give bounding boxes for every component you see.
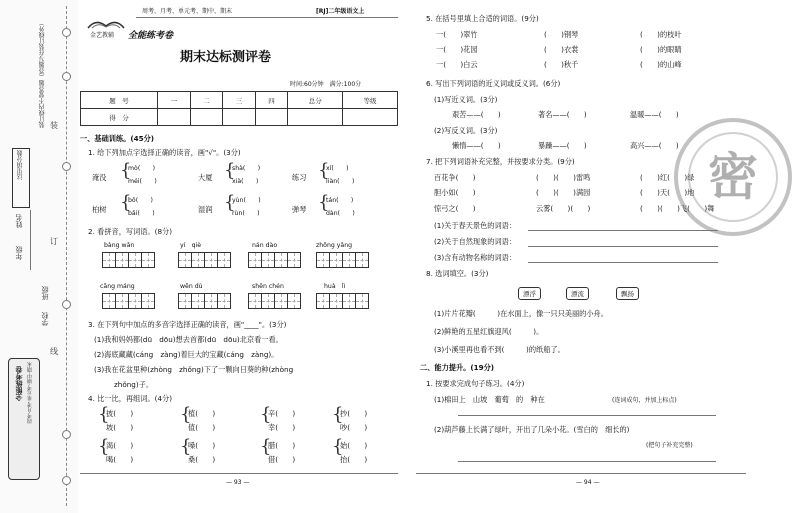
compare-word[interactable]: 借( ) — [268, 455, 296, 464]
stamp-character: 密 — [708, 148, 758, 206]
pinyin-option[interactable]: xí( ) — [326, 165, 349, 172]
footer-rule — [80, 473, 398, 474]
fill-item[interactable]: ( )秋千 — [544, 60, 579, 69]
brand-title: 全能练考卷 — [128, 31, 174, 41]
question-line: (2)葫芦藤上长满了绿叶，开出了几朵小花。(雪白的 细长的) — [434, 425, 630, 434]
fill-item[interactable]: 百花争( ) — [434, 173, 476, 182]
pinyin-option[interactable]: bǒ( ) — [128, 197, 153, 204]
question-text: 7. 把下列词语补充完整，并按要求分类。(9分) — [426, 157, 575, 166]
fill-item[interactable]: ( )( )飞( )舞 — [640, 204, 715, 213]
answer-line[interactable] — [528, 262, 718, 263]
compare-word[interactable]: 吵( ) — [340, 423, 368, 432]
logo-text: 金艺教辅 — [90, 32, 115, 39]
question-text: 8. 选词填空。(3分) — [426, 269, 489, 278]
header-rule — [136, 17, 398, 18]
field-line — [30, 210, 31, 270]
pinyin-option[interactable]: xià( ) — [232, 178, 259, 185]
pinyin-option[interactable]: tán( ) — [326, 197, 354, 204]
fill-item[interactable]: 著名——( ) — [538, 110, 587, 119]
fill-item[interactable]: ( )的眼睛 — [640, 45, 682, 54]
question-line: (3)我在花盆里种(zhòng zhǒng)下了一颗向日葵的种(zhòng — [94, 365, 294, 374]
q1-word: 练习 — [292, 173, 307, 182]
pinyin-option[interactable]: rùn( ) — [232, 210, 260, 217]
score-cell[interactable] — [158, 109, 191, 126]
question-text: 4. 比一比，再组词。(4分) — [88, 394, 173, 403]
brace-icon: { — [332, 436, 344, 457]
sub-question: (1)关于春天景色的词语： — [434, 221, 517, 230]
writing-grid[interactable] — [102, 293, 155, 309]
answer-line[interactable] — [458, 461, 716, 462]
exam-meta: 时间:60分钟 满分:100分 — [290, 81, 362, 88]
fill-item[interactable]: 惊弓之( ) — [434, 204, 476, 213]
score-header: 二 — [190, 92, 223, 109]
score-cell[interactable] — [288, 109, 343, 126]
compare-word[interactable]: 辛( ) — [268, 409, 296, 418]
fill-item[interactable]: 温暖——( ) — [630, 110, 679, 119]
score-header: 三 — [223, 92, 256, 109]
score-row-label: 得 分 — [81, 109, 158, 126]
question-line: (2)海底藏藏(cáng zàng)着巨大的宝藏(cáng zàng)。 — [94, 350, 279, 359]
instruction-note: (连词成句，并加上标点) — [612, 397, 677, 404]
score-header: 一 — [158, 92, 191, 109]
fill-item[interactable]: 懒惰——( ) — [452, 141, 501, 150]
pinyin-prompt: yí qiè — [180, 242, 202, 249]
compare-word[interactable]: 坡( ) — [106, 423, 134, 432]
book-logo-icon — [86, 16, 126, 30]
fill-item[interactable]: ( )红( )绿 — [640, 173, 695, 182]
question-text: 3. 在下列句中加点的多音字选择正确的读音，画"____"。(3分) — [88, 320, 287, 329]
question-line: (1)我和妈妈都(dū dōu)想去首都(dū dōu)北京看一看。 — [94, 335, 283, 344]
q1-word: 柏树 — [92, 205, 107, 214]
q1-word: 大厦 — [198, 173, 213, 182]
compare-word[interactable]: 渴( ) — [106, 441, 134, 450]
brace-icon: { — [224, 160, 236, 181]
pinyin-prompt: shēn chén — [252, 283, 284, 290]
binding-mark: 订 — [50, 237, 58, 246]
fill-item[interactable]: ( )钢琴 — [544, 30, 579, 39]
fill-item[interactable]: 高兴——( ) — [630, 141, 679, 150]
compare-word[interactable]: 喝( ) — [106, 455, 134, 464]
brand-badge — [8, 358, 40, 480]
brace-icon: { — [224, 192, 236, 213]
brace-icon: { — [318, 160, 330, 181]
compare-word[interactable]: 抄( ) — [340, 409, 368, 418]
field-school-label: 学校 — [41, 312, 49, 326]
score-cell[interactable] — [255, 109, 288, 126]
compare-word[interactable]: 嗓( ) — [188, 441, 216, 450]
answer-line[interactable] — [528, 230, 718, 231]
question-text: 1. 给下列加点字选择正确的读音，画"√"。(3分) — [88, 148, 241, 157]
sub-question: (2)写反义词。(3分) — [434, 126, 498, 135]
fill-item[interactable]: 暴躁——( ) — [538, 141, 587, 150]
fill-item[interactable]: ( )( )满园 — [536, 188, 591, 197]
fill-item[interactable]: 胆小如( ) — [434, 188, 476, 197]
brace-icon: { — [260, 436, 272, 457]
binding-hole — [62, 300, 71, 309]
compare-word[interactable]: 披( ) — [106, 409, 134, 418]
q1-word: 淹没 — [92, 173, 107, 182]
compare-word[interactable]: 始( ) — [340, 441, 368, 450]
binding-hole — [62, 430, 71, 439]
compare-word[interactable]: 值( ) — [188, 423, 216, 432]
binding-hole — [62, 476, 71, 485]
word-choice-chip[interactable]: 漂流 — [566, 287, 589, 300]
field-grade-label: 年级 — [15, 246, 23, 260]
question-line: (1)片片花瓣( )在水面上，像一只只美丽的小舟。 — [434, 309, 608, 318]
writing-grid[interactable] — [248, 252, 301, 268]
binding-hole — [62, 28, 71, 37]
question-line: (1)棉田上 山坡 葡萄 的 种在 — [434, 395, 545, 404]
brace-icon: { — [98, 436, 110, 457]
pinyin-prompt: wēn dù — [180, 283, 203, 290]
word-choice-chip[interactable]: 漂浮 — [518, 287, 541, 300]
score-cell[interactable] — [343, 109, 398, 126]
grade-label: [RJ]二年级语文上 — [316, 8, 365, 15]
confidential-stamp — [674, 118, 792, 236]
brace-icon: { — [260, 404, 272, 425]
writing-grid[interactable] — [248, 293, 301, 309]
brace-icon: { — [180, 436, 192, 457]
binding-hole — [62, 72, 71, 81]
brace-icon: { — [120, 160, 132, 181]
question-text: 2. 看拼音，写词语。(8分) — [88, 227, 173, 236]
section-heading: 一、基础训练。(45分) — [80, 134, 155, 143]
section-heading: 二、能力提升。(19分) — [420, 363, 495, 372]
left-page — [80, 0, 402, 513]
binding-mark: 线 — [50, 347, 58, 356]
fill-item[interactable]: ( )( )雷鸣 — [536, 173, 591, 182]
writing-grid[interactable] — [316, 293, 369, 309]
brace-icon: { — [180, 404, 192, 425]
question-line: (2)鲜艳的五星红旗迎风( )。 — [434, 327, 544, 336]
fill-item[interactable]: 一( )翠竹 — [436, 30, 478, 39]
pinyin-prompt: zhōng yǎng — [316, 242, 353, 249]
page-number: — 93 — — [226, 479, 250, 486]
sidebar-note: 装订线内不要答题（答题写在装订线外） — [39, 20, 46, 128]
fill-item[interactable]: 一( )花园 — [436, 45, 478, 54]
header-tags: 周考、月考、单元考、期中、期末 — [142, 8, 233, 15]
binding-mark: 装 — [50, 121, 58, 130]
score-header: 题 号 — [81, 92, 158, 109]
instruction-note: (把句子补充完整) — [646, 442, 693, 449]
pinyin-option[interactable]: liàn( ) — [326, 178, 355, 185]
sub-question: (3)含有动物名称的词语： — [434, 253, 517, 262]
word-choice-chip[interactable]: 飘扬 — [616, 287, 639, 300]
pinyin-option[interactable]: shà( ) — [232, 165, 261, 172]
pinyin-option[interactable]: dàn( ) — [326, 210, 355, 217]
brand-badge-subtitle: 周考·月考·单元考·期中·期末 — [27, 362, 33, 424]
binding-sidebar — [0, 0, 78, 513]
compare-word[interactable]: 植( ) — [188, 409, 216, 418]
pinyin-prompt: huà lì — [324, 283, 346, 290]
score-cell[interactable] — [223, 109, 256, 126]
field-class-label: 班级 — [41, 286, 49, 300]
fill-item[interactable]: ( )衣裳 — [544, 45, 579, 54]
answer-line[interactable] — [528, 246, 718, 247]
brace-icon: { — [98, 404, 110, 425]
score-box-label: 这里填分数 — [17, 150, 24, 180]
score-table — [80, 91, 398, 126]
score-header: 等级 — [343, 92, 398, 109]
brand-badge-title: 全能练考卷 — [15, 366, 23, 401]
fill-item[interactable]: ( )天( )地 — [640, 188, 695, 197]
brace-icon: { — [120, 192, 132, 213]
field-name-label: 姓名 — [15, 214, 23, 228]
compare-word[interactable]: 腊( ) — [268, 441, 296, 450]
pinyin-prompt: bàng wǎn — [104, 242, 135, 249]
question-text: 1. 按要求完成句子练习。(4分) — [426, 379, 525, 388]
page-title: 期末达标测评卷 — [180, 50, 272, 65]
right-page — [416, 0, 800, 513]
fill-item[interactable]: ( )的枝叶 — [640, 30, 682, 39]
score-header: 四 — [255, 92, 288, 109]
question-text: 6. 写出下列词语的近义词或反义词。(6分) — [426, 79, 561, 88]
pinyin-option[interactable]: yùn( ) — [232, 197, 261, 204]
answer-line[interactable] — [458, 415, 716, 416]
pinyin-option[interactable]: méi( ) — [128, 178, 157, 185]
writing-grid[interactable] — [316, 252, 369, 268]
page-number: — 94 — — [576, 479, 600, 486]
binding-hole — [62, 162, 71, 171]
compare-word[interactable]: 抬( ) — [340, 455, 368, 464]
fill-item[interactable]: 云雾( )( ) — [536, 204, 591, 213]
writing-grid[interactable] — [178, 293, 231, 309]
compare-word[interactable]: 幸( ) — [268, 423, 296, 432]
fill-item[interactable]: 艰苦——( ) — [452, 110, 501, 119]
q1-word: 湿润 — [198, 205, 213, 214]
pinyin-option[interactable]: mò( ) — [128, 165, 156, 172]
sub-question: (2)关于自然现象的词语： — [434, 237, 517, 246]
sub-question: (1)写近义词。(3分) — [434, 95, 498, 104]
writing-grid[interactable] — [178, 252, 231, 268]
question-line: (3)小溪里再也看不到( )的纸船了。 — [434, 345, 565, 354]
footer-rule — [416, 473, 746, 474]
question-text: 5. 在括号里填上合适的词语。(9分) — [426, 14, 539, 23]
score-cell[interactable] — [190, 109, 223, 126]
pinyin-prompt: nán dào — [252, 242, 278, 249]
brace-icon: { — [318, 192, 330, 213]
brace-icon: { — [332, 404, 344, 425]
pinyin-option[interactable]: bǎi( ) — [128, 210, 155, 217]
question-line: zhǒng)子。 — [114, 380, 154, 389]
compare-word[interactable]: 桑( ) — [188, 455, 216, 464]
writing-grid[interactable] — [102, 252, 155, 268]
fill-item[interactable]: 一( )白云 — [436, 60, 478, 69]
score-header: 总分 — [288, 92, 343, 109]
q1-word: 弹琴 — [292, 205, 307, 214]
pinyin-prompt: cāng máng — [100, 283, 135, 290]
fill-item[interactable]: ( )的山峰 — [640, 60, 682, 69]
